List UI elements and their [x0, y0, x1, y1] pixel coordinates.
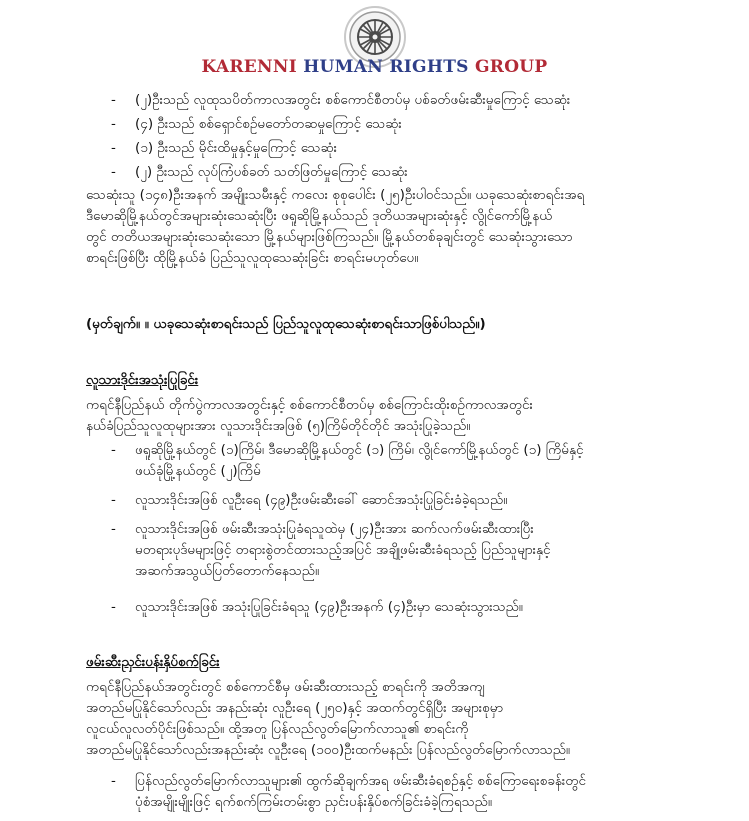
bullet-dash: -	[111, 442, 116, 458]
bullet-dash: -	[111, 164, 116, 180]
list-item-continued: အဆက်အသွယ်ပြတ်တောက်နေသည်။	[135, 563, 320, 579]
list-item-continued: ပုံစံအမျိုးမျိုးဖြင့် ရက်စက်ကြမ်းတမ်းစွာ ညှင်းပန်းနှိပ်စက်ခြင်းခံခဲ့ကြရသည်။	[135, 794, 492, 810]
bullet-dash: -	[111, 773, 116, 789]
paragraph-line: အတည်မပြုနိုင်သော်လည်းအနည်းဆုံး လူဦးရေ (၁၀၀)ဦးထက်မနည်း ပြန်လည်လွတ်မြောက်လာသည်။	[86, 742, 571, 758]
bullet-dash: -	[111, 521, 116, 537]
bullet-dash: -	[111, 92, 116, 108]
bullet-dash: -	[111, 599, 116, 615]
paragraph-line: နယ်ခံပြည်သူလူထုများအား လူသားဒိုင်းအဖြစ် (၅)ကြိမ်တိုင်တိုင် အသုံးပြုခဲ့သည်။	[86, 418, 471, 434]
section-heading: လူသားဒိုင်းအသုံးပြုခြင်း	[86, 372, 199, 388]
paragraph-line: တွင် တတိယအများဆုံးသေဆုံးသော မြို့နယ်များဖြစ်ကြသည်။ မြို့နယ်တစ်ခုချင်းတွင် သေဆုံးသွားသော	[86, 229, 573, 245]
section-heading: ဖမ်းဆီးညှင်းပန်းနှိပ်စက်ခြင်း	[86, 654, 220, 670]
list-item-continued: မတရားပုဒ်မများဖြင့် တရားစွဲတင်ထားသည့်အပြင် အချို့ဖမ်းဆီးခံရသည့် ပြည်သူများနှင့်	[135, 542, 551, 558]
list-item: (၄) ဦးသည် စစ်ရှောင်စဉ်မတော်တဆမှုကြောင့် သေဆုံး	[135, 116, 402, 132]
list-item: (၁) ဦးသည် မိုင်းထိမှုနှင့်မှုကြောင့် သေဆုံး	[135, 140, 338, 156]
paragraph-line: စာရင်းဖြစ်ပြီး ထိုမြို့နယ်ခံ ပြည်သူလူထုသေဆုံးခြင်း စာရင်းမဟုတ်ပေ။	[86, 250, 419, 266]
paragraph-line: အတည်မပြုနိုင်သော်လည်း အနည်းဆုံး လူဦးရေ (၂၅၀)နှင့် အထက်တွင်ရှိပြီး အများစုမှာ	[86, 700, 504, 716]
paragraph-line: ဒီမောဆိုမြို့နယ်တွင်အများဆုံးသေဆုံးပြီး ဖရူဆိုမြို့နယ်သည် ဒုတိယအများဆုံးနှင့် လွိုင်ကော်မြို့နယ်	[86, 208, 553, 224]
bullet-dash: -	[111, 492, 116, 508]
paragraph-line: လူငယ်လူလတ်ပိုင်းဖြစ်သည်။ ထို့အတူ ပြန်လည်လွတ်မြောက်လာသူ၏ စာရင်းကို	[86, 721, 469, 737]
list-item: လူသားဒိုင်းအဖြစ် ဖမ်းဆီးအသုံးပြုခံရသူထဲမှ (၂၄)ဦးအား ဆက်လက်ဖမ်းဆီးထားပြီး	[135, 521, 534, 537]
list-item: လူသားဒိုင်းအဖြစ် လူဦးရေ (၄၉)ဦးဖမ်းဆီးခေါ် ဆောင်အသုံးပြုခြင်းခံခဲ့ရသည်။	[135, 492, 508, 508]
paragraph-line: သေဆုံးသူ (၁၄၈)ဦးအနက် အမျိုးသမီးနှင့် ကလေး စုစုပေါင်း (၂၅)ဦးပါဝင်သည်။ ယခုသေဆုံးစာရင်းအရ	[86, 187, 585, 203]
paragraph-line: ကရင်နီပြည်နယ် တိုက်ပွဲကာလအတွင်းနှင့် စစ်ကောင်စီတပ်မှ စစ်ကြောင်းထိုးစဉ်ကာလအတွင်း	[86, 397, 533, 413]
list-item: ပြန်လည်လွတ်မြောက်လာသူများ၏ ထွက်ဆိုချက်အရ ဖမ်းဆီးခံရစဉ်နှင့် စစ်ကြောရေးစခန်းတွင်	[135, 773, 586, 789]
paragraph-line: ကရင်နီပြည်နယ်အတွင်းတွင် စစ်ကောင်စီမှ ဖမ်းဆီးထားသည့် စာရင်းကို အတိအကျ	[86, 679, 485, 695]
note: (မှတ်ချက်။ ။ ယခုသေဆုံးစာရင်းသည် ပြည်သူလူထုသေဆုံးစာရင်းသာဖြစ်ပါသည်။)	[86, 316, 486, 332]
list-item-continued: ဖယ်ခုံမြို့နယ်တွင် (၂)ကြိမ်	[135, 463, 261, 479]
bullet-dash: -	[111, 116, 116, 132]
list-item: (၂) ဦးသည် လုပ်ကြံပစ်ခတ် သတ်ဖြတ်မှုကြောင့် သေဆုံး	[135, 164, 408, 180]
org-name: KARENNI HUMAN RIGHTS GROUP	[201, 57, 548, 77]
list-item: လူသားဒိုင်းအဖြစ် အသုံးပြုခြင်းခံရသူ (၄၉)ဦးအနက် (၄)ဦးမှာ သေဆုံးသွားသည်။	[135, 599, 523, 615]
list-item: ဖရူဆိုမြို့နယ်တွင် (၁)ကြိမ်၊ ဒီမောဆိုမြို့နယ်တွင် (၁) ကြိမ်၊ လွိုင်ကော်မြို့နယ်တွင် (၁) ကြိမ်နှင့်	[135, 442, 584, 458]
list-item: (၂)ဦးသည် လူထုသပိတ်ကာလအတွင်း စစ်ကောင်စီတပ်မှ ပစ်ခတ်ဖမ်းဆီးမှုကြောင့် သေဆုံး	[135, 92, 571, 108]
bullet-dash: -	[111, 140, 116, 156]
